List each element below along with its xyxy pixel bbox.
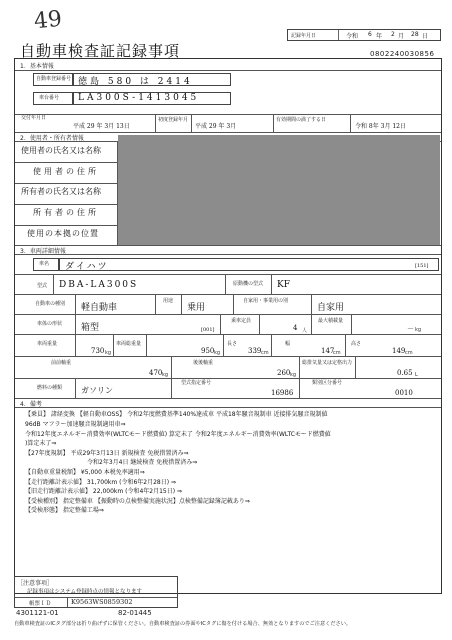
maker-code: [151]: [415, 263, 429, 269]
type-approval-number: 16986: [271, 389, 294, 397]
owner-row-user-address: 使用者の住所: [33, 167, 99, 176]
section3-title: 3．車両詳細情報: [20, 248, 66, 255]
kind-label: 自動車の種別: [35, 301, 66, 307]
form-code-left: 4301121-01: [16, 609, 59, 617]
remark-line: 【27年度規制】 平成29年3月13日 新規検査 免税措置済み⇒: [25, 450, 189, 457]
capacity-label: 乗車定員: [231, 318, 252, 324]
remark-line: 【旧走行距離計表示値】 22,000km (令和4年2月15日) ⇒: [25, 488, 183, 495]
model-label: 型式: [37, 283, 48, 289]
remark-line: 【受検形態】 指定整備工場⇒: [25, 507, 104, 514]
remark-line: 令和2年3月4日 継続検査 免税措置済み⇒: [87, 459, 198, 466]
fuel-label: 燃料の種類: [37, 385, 63, 391]
chassis-number: LA300S-1413045: [78, 93, 200, 103]
rear-axle-weight: 260: [277, 369, 291, 377]
private-label: 自家用・事業用の別: [243, 298, 289, 304]
first-reg-month-label: 初度登録年月: [158, 117, 189, 123]
owner-row-owner-name: 所有者の氏名又は名称: [21, 187, 101, 196]
capacity-value: 4: [293, 324, 298, 332]
issue-reg-label: 交付年月日: [21, 115, 47, 121]
engine-label: 原動機の型式: [233, 281, 264, 287]
issue-month: 2: [391, 31, 395, 38]
form-code-right: 82-01445: [118, 609, 152, 617]
category-label: 類別区分番号: [312, 380, 343, 386]
gross-weight-label: 車両総重量: [116, 341, 142, 347]
maxload-label: 最大積載量: [318, 318, 344, 324]
body-shape: 箱型: [81, 323, 100, 333]
document-title: 自動車検査証記録事項: [20, 42, 181, 60]
body-code: [001]: [201, 327, 215, 333]
first-registration-date: 平成 29 年 3月 13日: [73, 123, 130, 130]
displacement-label: 総排気量又は定格出力: [302, 360, 353, 366]
remark-line: 96dB マフラー加速騒音規制適用車⇒: [25, 421, 126, 428]
weight-label: 車両重量: [37, 341, 58, 347]
vehicle-kind: 軽自動車: [81, 303, 118, 313]
vehicle-weight: 730: [91, 347, 105, 355]
owner-row-owner-address: 所有者の住所: [33, 208, 99, 217]
use-label: 用途: [163, 298, 174, 304]
remark-line: 【受検種別】 指定整備車 【振動時の点検整備実施状況】点検整備記録簿記載あり⇒: [25, 498, 250, 505]
type-approval-label: 型式指定番号: [181, 380, 212, 386]
handwritten-note: 49: [32, 6, 64, 35]
first-registration-month: 平成 29 年 3月: [195, 123, 237, 130]
redacted-owner-info: [118, 135, 440, 245]
plate-number: 徳島 580 は 2414: [78, 77, 193, 87]
length-value: 339: [248, 347, 262, 355]
engine-model: KF: [277, 280, 290, 290]
section1-title: 1．基本情報: [20, 63, 54, 70]
displacement-value: 0.65: [397, 369, 413, 377]
owner-row-base-location: 使用の本拠の位置: [27, 229, 99, 238]
length-label: 長さ: [227, 341, 238, 347]
maxload-value: －: [407, 325, 414, 333]
category-number: 0010: [395, 389, 413, 397]
record-sheet: 1．基本情報 自動車登録番号 徳島 580 は 2414 車台番号 LA300S-1413045 交付年月日 平成 29 年 3月 13日 初度登録年月 平成 29 年 3月 有効期間の満了する日 令和 8年 3月 12日 2．使用者・所有者情報 使用者の氏名又は名称 使用者の住所 所有者の氏名又は名称 所有者の住所 使用の本拠の位置 3．車両詳細情報 車名 ダイハツ [151] 型式 DBA-LA300S 原動機の型式 KF 自動車の種別 軽自動車 用途 乗用 自家用・事業用の別 自家用 車体の形状 箱型 [001] 乗車定員 4 人 最大積載量 － kg 車両重量 730 kg 車両総重量 950 kg 長さ 339 cm 幅 147 cm 高さ 149 cm 前前軸重 470 kg 後後軸重 260 kg 総排気量又は定格出力 0.65 L 燃料の種類 ガソリン 型式指定番号 16986 類別区分番号 0010 4．備考 【乗員】 諸経変換 【軽自動車OSS】 令和2年度燃費基準140%達成車 平成18年騒音規制車 近接排気騒音規制値 96dB マフラー加速騒音規制適用車⇒ 令和12年度エネルギー消費効率(WLTCモード燃費値) 算定未了 令和2年度エネルギー消費効率(WLTCモード燃費値 )算定未了⇒ 【27年度規制】 平成29年3月13日 新規検査 免税措置済み⇒ 令和2年3月4日 継続検査 免税措置済み⇒ 【自動車重量税額】 ¥5,000 本税免率適用⇒ 【走行距離計表示値】 31,700km (令和6年2月28日) ⇒ 【旧走行距離計表示値】 22,000km (令和4年2月15日) ⇒ 【受検種別】 指定整備車 【振動時の点検整備実施状況】点検整備記録簿記載あり⇒ 【受検形態】 指定整備工場⇒: [14, 58, 442, 594]
height-label: 高さ: [351, 341, 362, 347]
width-label: 幅: [285, 341, 291, 347]
front-axle-weight: 470: [149, 369, 163, 377]
fuel-type: ガソリン: [81, 386, 113, 395]
ic-tag-notice: 自動車検査証のICタグ部分は折り曲げずに保管ください。自動車検査証の券面やICタグに傷を付ける場合、無効となりますのでご注意ください。: [14, 621, 352, 627]
section4-title: 4．備考: [20, 401, 42, 408]
width-value: 147: [321, 347, 335, 355]
document-number: 0802240030856: [370, 50, 435, 58]
footer-notes-box: [14, 576, 178, 608]
owner-row-user-name: 使用者の氏名又は名称: [21, 146, 101, 155]
issue-date-label: 記録年月日: [291, 33, 317, 39]
expiry-date: 令和 8年 3月 12日: [355, 123, 406, 130]
body-label: 車体の形状: [37, 321, 63, 327]
maker-name: ダイハツ: [65, 262, 109, 272]
front-axle-label: 前前軸重: [51, 360, 72, 366]
record-id-label: 帳票ＩＤ: [29, 601, 52, 607]
remark-line: 【乗員】 諸経変換 【軽自動車OSS】 令和2年度燃費基準140%達成車 平成18年騒音規制車 近接排気騒音規制値: [25, 411, 328, 418]
issue-era: 令和: [346, 33, 359, 40]
vehicle-use: 乗用: [187, 303, 206, 313]
issue-day: 28: [411, 31, 419, 38]
model-code: DBA-LA300S: [59, 280, 139, 290]
remark-line: )算定未了⇒: [25, 440, 57, 447]
gross-weight: 950: [201, 347, 215, 355]
record-id: K9563WS0859302: [71, 598, 133, 606]
height-value: 149: [392, 347, 406, 355]
issue-date-box: 記録年月日 令和 6 年 2 月 28 日: [287, 29, 441, 41]
remark-line: 【走行距離計表示値】 31,700km (令和6年2月28日) ⇒: [25, 479, 177, 486]
maker-label: 車名: [39, 261, 50, 267]
remark-line: 【自動車重量税額】 ¥5,000 本税免率適用⇒: [25, 469, 145, 476]
expiry-label: 有効期間の満了する日: [276, 117, 327, 123]
issue-year: 6: [368, 31, 372, 38]
notes-title: ［注意事項］: [17, 580, 54, 587]
plate-label: 自動車登録番号: [36, 76, 72, 82]
notes-line: 記録事項はシステム登録時点の情報となります: [27, 589, 142, 595]
rear-axle-label: 後後軸重: [193, 360, 214, 366]
chassis-label: 車台番号: [39, 95, 60, 101]
section2-title: 2．使用者・所有者情報: [20, 135, 84, 142]
remark-line: 令和12年度エネルギー消費効率(WLTCモード燃費値) 算定未了 令和2年度エネルギー消費効率(WLTCモード燃費値: [25, 431, 331, 438]
private-use: 自家用: [317, 303, 345, 313]
